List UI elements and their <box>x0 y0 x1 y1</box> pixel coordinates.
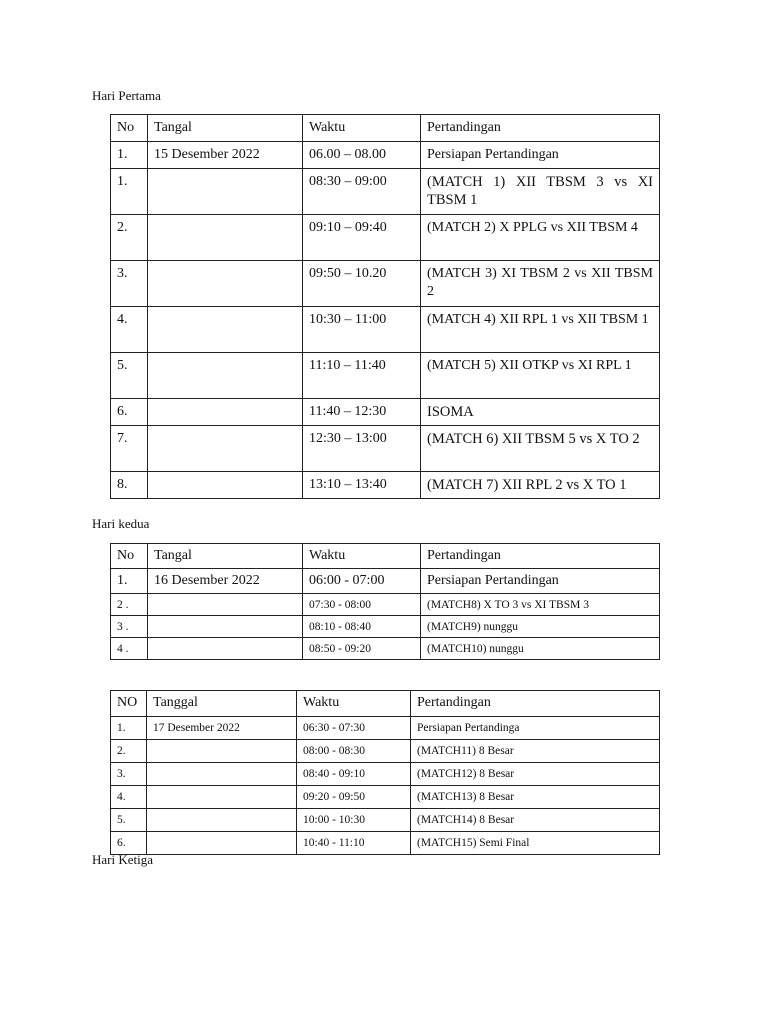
cell-pertandingan: (MATCH 2) X PPLG vs XII TBSM 4 <box>421 215 660 261</box>
cell-no: 1. <box>111 717 147 740</box>
cell-pertandingan: Persiapan Pertandinga <box>411 717 660 740</box>
cell-no: 1. <box>111 169 148 215</box>
cell-waktu: 13:10 – 13:40 <box>303 472 421 499</box>
cell-no: 3. <box>111 763 147 786</box>
cell-no: 2. <box>111 215 148 261</box>
cell-waktu: 07:30 - 08:00 <box>303 594 421 616</box>
cell-no: 5. <box>111 809 147 832</box>
cell-no: 8. <box>111 472 148 499</box>
table-row <box>111 832 660 855</box>
table-row <box>111 740 660 763</box>
cell-no: 6. <box>111 832 147 855</box>
header-waktu: Waktu <box>303 115 421 142</box>
cell-waktu: 11:10 – 11:40 <box>303 353 421 399</box>
day3-heading: Hari Ketiga <box>92 852 154 867</box>
table-header-row <box>111 544 660 569</box>
cell-tanggal <box>147 809 297 832</box>
cell-pertandingan: Persiapan Pertandingan <box>421 142 660 169</box>
cell-waktu: 08:30 – 09:00 <box>303 169 421 215</box>
cell-pertandingan: (MATCH15) Semi Final <box>411 832 660 855</box>
cell-pertandingan: (MATCH9) nunggu <box>421 616 660 638</box>
cell-pertandingan: (MATCH 1) XII TBSM 3 vs XI TBSM 1 <box>421 169 660 215</box>
cell-no: 2. <box>111 740 147 763</box>
cell-no: 1. <box>111 569 148 594</box>
cell-waktu: 09:20 - 09:50 <box>297 786 411 809</box>
table-row <box>111 142 660 169</box>
cell-tanggal <box>148 215 303 261</box>
cell-pertandingan: (MATCH 5) XII OTKP vs XI RPL 1 <box>421 353 660 399</box>
header-no: No <box>111 115 148 142</box>
cell-pertandingan: (MATCH 3) XI TBSM 2 vs XII TBSM 2 <box>421 261 660 307</box>
cell-pertandingan: (MATCH8) X TO 3 vs XI TBSM 3 <box>421 594 660 616</box>
cell-no: 5. <box>111 353 148 399</box>
cell-tanggal <box>147 832 297 855</box>
cell-tanggal: 17 Desember 2022 <box>147 717 297 740</box>
header-tanggal: Tangal <box>148 544 303 569</box>
cell-waktu: 08:10 - 08:40 <box>303 616 421 638</box>
cell-waktu: 10:30 – 11:00 <box>303 307 421 353</box>
cell-no: 4. <box>111 307 148 353</box>
cell-pertandingan: (MATCH14) 8 Besar <box>411 809 660 832</box>
table-row <box>111 399 660 426</box>
cell-tanggal <box>147 786 297 809</box>
table-row <box>111 616 660 638</box>
cell-waktu: 08:40 - 09:10 <box>297 763 411 786</box>
table-row <box>111 215 660 261</box>
cell-tanggal <box>148 261 303 307</box>
table-row <box>111 169 660 215</box>
header-waktu: Waktu <box>303 544 421 569</box>
cell-tanggal <box>148 472 303 499</box>
day1-schedule-table <box>110 114 660 499</box>
table-row <box>111 763 660 786</box>
cell-no: 1. <box>111 142 148 169</box>
table-row <box>111 717 660 740</box>
cell-no: 2 . <box>111 594 148 616</box>
header-pertandingan: Pertandingan <box>421 544 660 569</box>
table-row <box>111 594 660 616</box>
header-tanggal: Tanggal <box>147 691 297 717</box>
table-row <box>111 809 660 832</box>
day2-heading: Hari kedua <box>92 516 150 531</box>
cell-waktu: 06:00 - 07:00 <box>303 569 421 594</box>
table-row <box>111 569 660 594</box>
cell-waktu: 06.00 – 08.00 <box>303 142 421 169</box>
cell-waktu: 12:30 – 13:00 <box>303 426 421 472</box>
header-pertandingan: Pertandingan <box>421 115 660 142</box>
cell-waktu: 11:40 – 12:30 <box>303 399 421 426</box>
cell-waktu: 09:50 – 10.20 <box>303 261 421 307</box>
cell-pertandingan: (MATCH13) 8 Besar <box>411 786 660 809</box>
cell-tanggal <box>148 399 303 426</box>
cell-pertandingan: (MATCH 4) XII RPL 1 vs XII TBSM 1 <box>421 307 660 353</box>
cell-tanggal <box>148 307 303 353</box>
cell-waktu: 08:50 - 09:20 <box>303 638 421 660</box>
table-row <box>111 786 660 809</box>
cell-pertandingan: (MATCH 6) XII TBSM 5 vs X TO 2 <box>421 426 660 472</box>
cell-waktu: 08:00 - 08:30 <box>297 740 411 763</box>
header-waktu: Waktu <box>297 691 411 717</box>
cell-no: 4 . <box>111 638 148 660</box>
cell-pertandingan: (MATCH 7) XII RPL 2 vs X TO 1 <box>421 472 660 499</box>
table-header-row <box>111 115 660 142</box>
cell-no: 6. <box>111 399 148 426</box>
cell-pertandingan: Persiapan Pertandingan <box>421 569 660 594</box>
cell-pertandingan: (MATCH10) nunggu <box>421 638 660 660</box>
day2-schedule-table <box>110 543 660 660</box>
cell-no: 3. <box>111 261 148 307</box>
cell-tanggal <box>148 638 303 660</box>
cell-tanggal <box>147 763 297 786</box>
cell-tanggal <box>148 616 303 638</box>
header-no: No <box>111 544 148 569</box>
cell-pertandingan: (MATCH11) 8 Besar <box>411 740 660 763</box>
cell-waktu: 06:30 - 07:30 <box>297 717 411 740</box>
cell-no: 4. <box>111 786 147 809</box>
cell-waktu: 10:00 - 10:30 <box>297 809 411 832</box>
header-tanggal: Tangal <box>148 115 303 142</box>
cell-waktu: 09:10 – 09:40 <box>303 215 421 261</box>
table-row <box>111 472 660 499</box>
header-pertandingan: Pertandingan <box>411 691 660 717</box>
cell-pertandingan: ISOMA <box>421 399 660 426</box>
cell-tanggal <box>148 426 303 472</box>
cell-tanggal: 16 Desember 2022 <box>148 569 303 594</box>
table-header-row <box>111 691 660 717</box>
cell-tanggal: 15 Desember 2022 <box>148 142 303 169</box>
cell-tanggal <box>148 594 303 616</box>
cell-no: 7. <box>111 426 148 472</box>
table-row <box>111 638 660 660</box>
day1-heading: Hari Pertama <box>92 88 161 103</box>
cell-waktu: 10:40 - 11:10 <box>297 832 411 855</box>
cell-no: 3 . <box>111 616 148 638</box>
day3-schedule-table <box>110 690 660 855</box>
cell-tanggal <box>148 169 303 215</box>
cell-tanggal <box>147 740 297 763</box>
table-row <box>111 353 660 399</box>
header-no: NO <box>111 691 147 717</box>
table-row <box>111 307 660 353</box>
table-row <box>111 261 660 307</box>
cell-tanggal <box>148 353 303 399</box>
table-row <box>111 426 660 472</box>
cell-pertandingan: (MATCH12) 8 Besar <box>411 763 660 786</box>
